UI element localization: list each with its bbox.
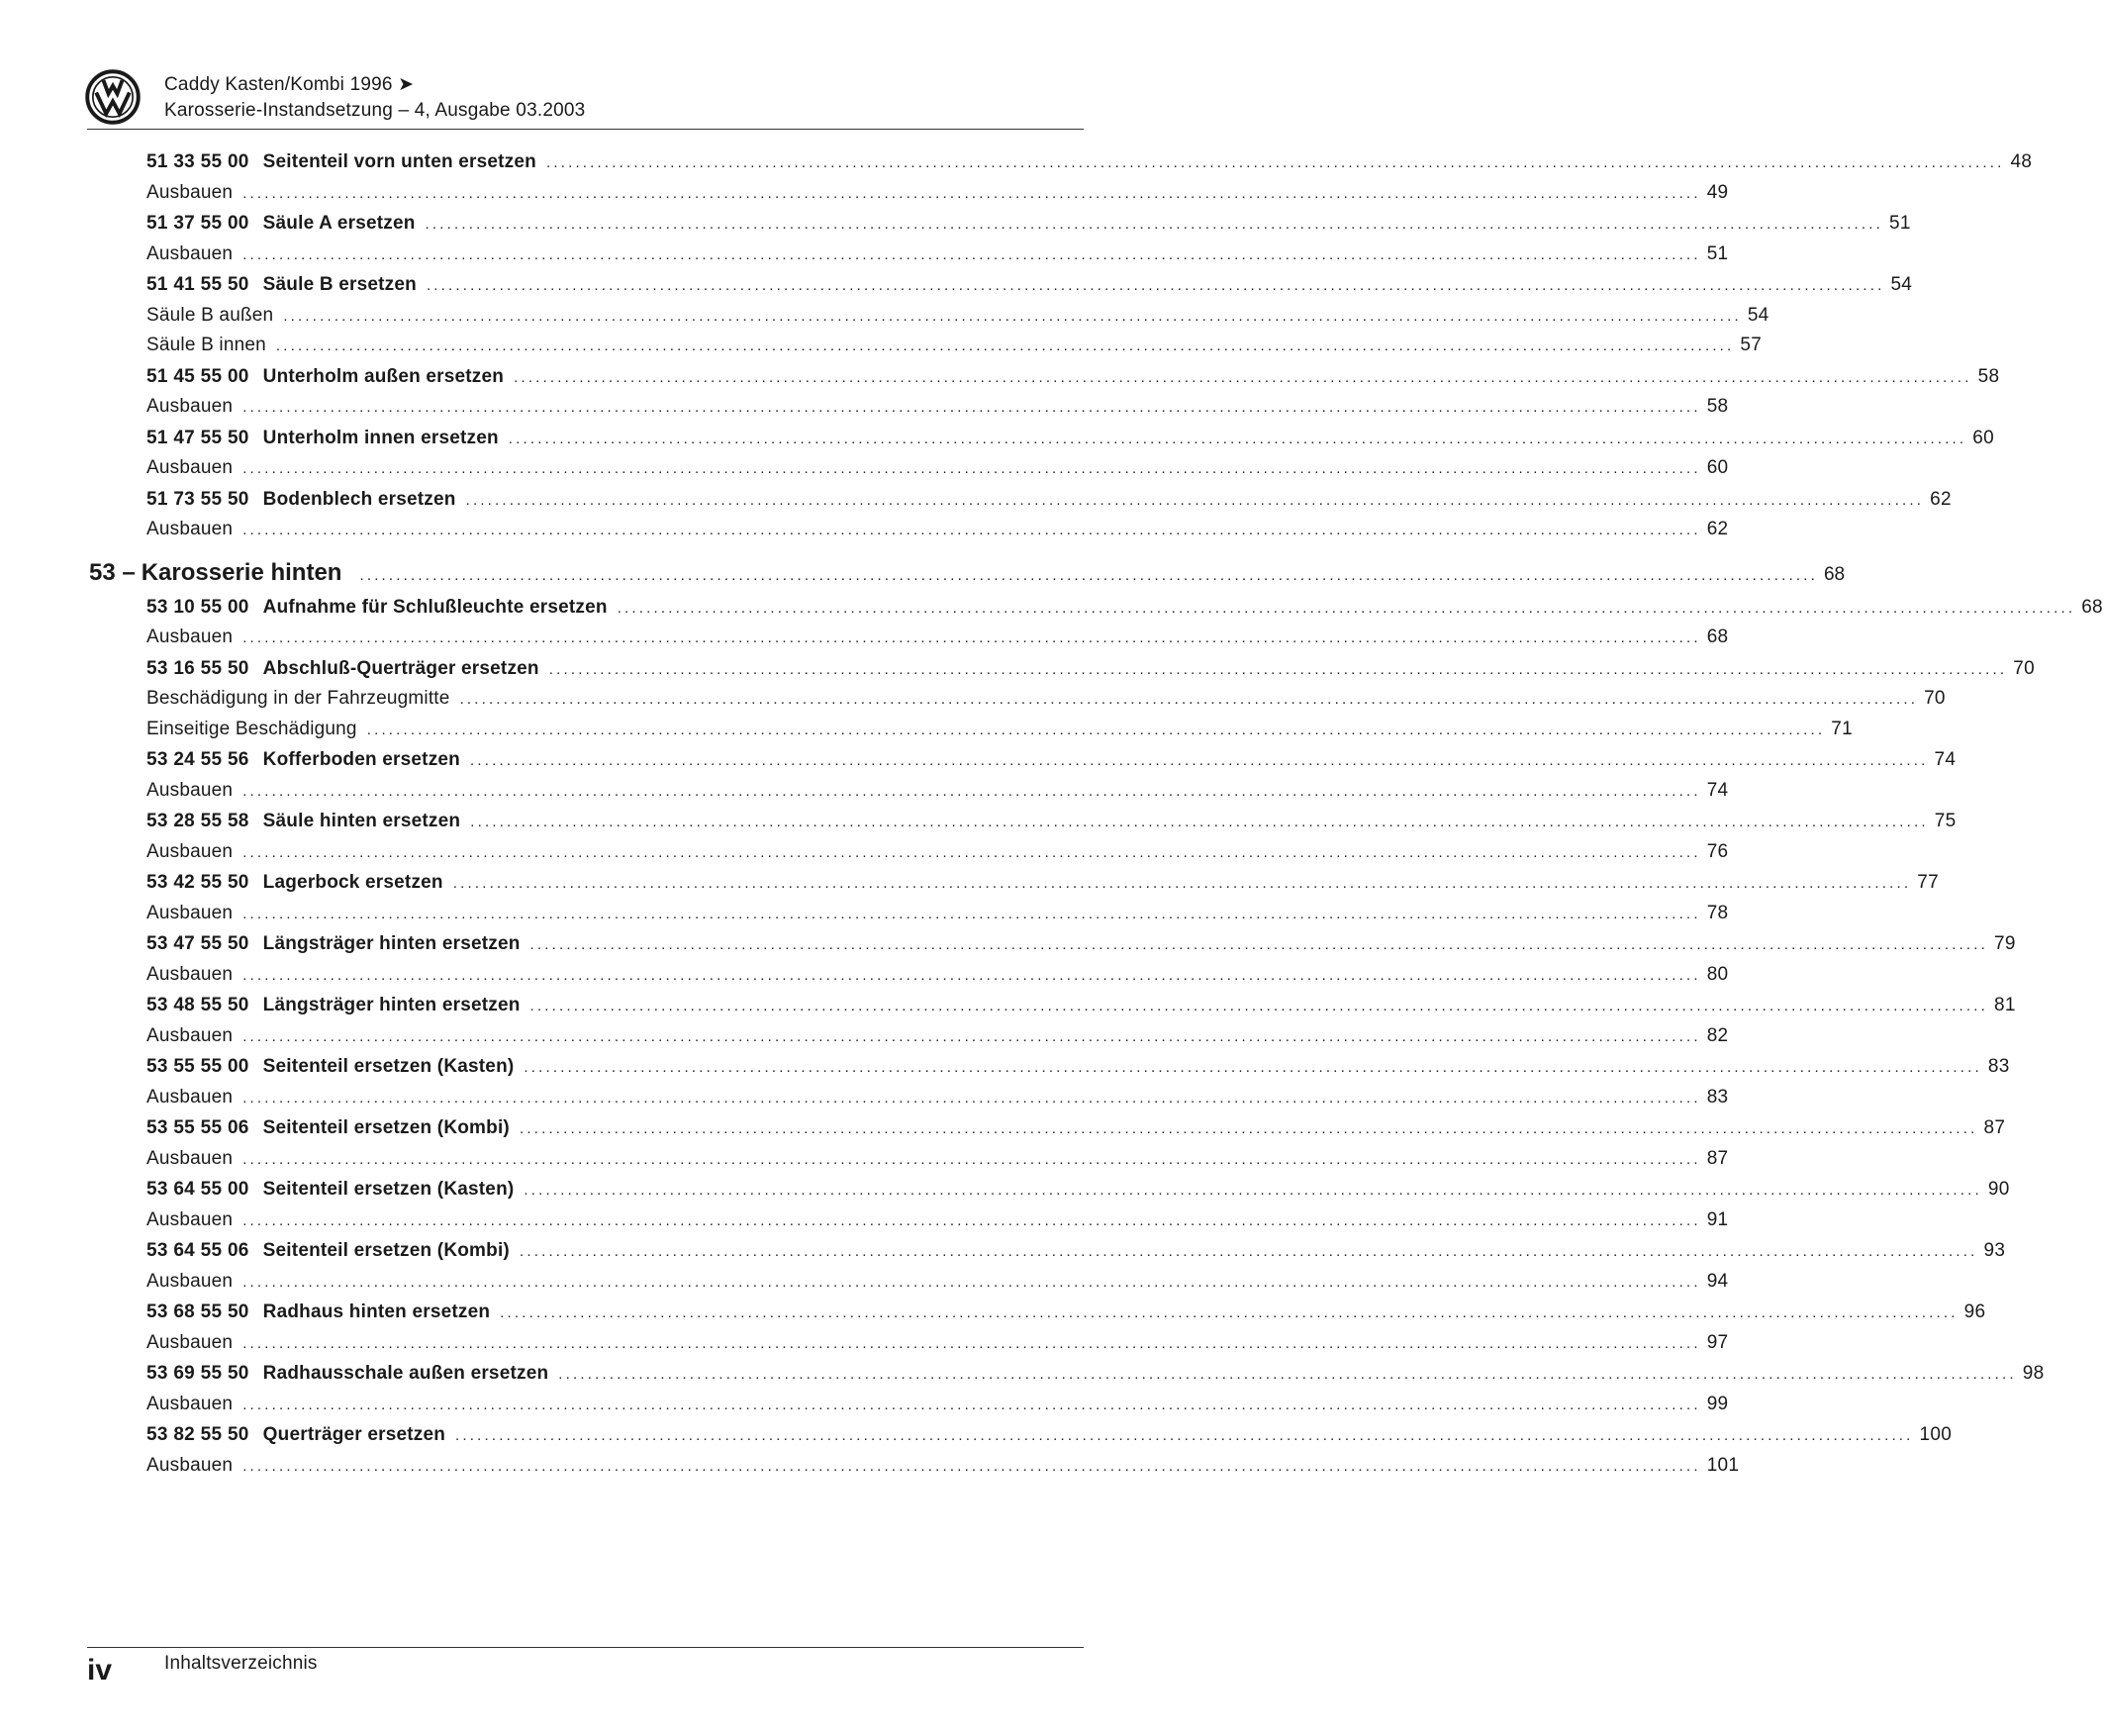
page-number: 70 xyxy=(1924,688,1946,709)
toc-subentry[interactable] xyxy=(146,457,1729,488)
page-number: 48 xyxy=(2010,151,2033,172)
toc-section-entry[interactable] xyxy=(146,1363,2045,1394)
section-code: 51 47 55 50 xyxy=(146,427,249,448)
page-number: 99 xyxy=(1706,1393,1729,1414)
section-title: Radhaus hinten ersetzen xyxy=(262,1302,491,1322)
subentry-title: Ausbauen xyxy=(146,1454,234,1476)
toc-section-entry[interactable] xyxy=(146,933,2016,964)
subentry-title: Ausbauen xyxy=(146,519,234,539)
section-code: 53 68 55 50 xyxy=(146,1302,249,1322)
subentry-title: Ausbauen xyxy=(146,963,234,985)
toc-subentry[interactable] xyxy=(146,1270,1729,1302)
dot-leader: ........................................................................................................................................................................................................ xyxy=(514,368,1972,386)
page-number: 68 xyxy=(1706,627,1729,647)
vw-logo-icon xyxy=(85,69,141,125)
toc-subentry[interactable] xyxy=(146,1086,1729,1117)
chapter-page: 68 xyxy=(1823,563,1846,585)
footer-divider xyxy=(87,1647,1084,1648)
toc-section-entry[interactable] xyxy=(146,1424,1953,1455)
header-manual-title: Karosserie-Instandsetzung – 4, Ausgabe 03.2003 xyxy=(164,100,586,121)
toc-section-entry[interactable] xyxy=(146,274,1913,305)
toc-section-entry[interactable] xyxy=(146,488,1952,520)
page-number: 79 xyxy=(1994,933,2016,954)
toc-subentry[interactable] xyxy=(146,718,1853,749)
dot-leader: ........................................................................................................................................................................................................ xyxy=(455,1427,1914,1444)
subentry-title: Ausbauen xyxy=(146,242,234,264)
page-number: 77 xyxy=(1917,872,1939,893)
dot-leader: ........................................................................................................................................................................................................ xyxy=(242,1211,1701,1229)
dot-leader: ........................................................................................................................................................................................................ xyxy=(500,1304,1959,1321)
dot-leader: ........................................................................................................................................................................................................ xyxy=(242,1457,1701,1475)
subentry-title: Ausbauen xyxy=(146,779,234,801)
page-number: 76 xyxy=(1706,840,1729,862)
page-number: 58 xyxy=(1706,396,1729,417)
dot-leader: ........................................................................................................................................................................................................ xyxy=(425,216,1884,233)
subentry-title: Ausbauen xyxy=(146,1024,234,1046)
subentry-title: Ausbauen xyxy=(146,902,234,923)
section-code: 53 55 55 06 xyxy=(146,1117,249,1138)
page-number: 82 xyxy=(1706,1024,1729,1046)
page-number: 87 xyxy=(1706,1147,1729,1169)
page-number: 81 xyxy=(1994,995,2016,1015)
subentry-title: Ausbauen xyxy=(146,1331,234,1353)
section-code: 53 82 55 50 xyxy=(146,1424,249,1445)
dot-leader: ........................................................................................................................................................................................................ xyxy=(519,1243,1978,1260)
page-number: 70 xyxy=(2013,657,2035,679)
subentry-title: Ausbauen xyxy=(146,181,234,203)
dot-leader: ........................................................................................................................................................................................................ xyxy=(545,154,2005,171)
dot-leader: ........................................................................................................................................................................................................ xyxy=(452,875,1912,892)
footer-label: Inhaltsverzeichnis xyxy=(164,1653,318,1674)
toc-subentry[interactable] xyxy=(146,688,1946,719)
header-model: Caddy Kasten/Kombi 1996 ➤ xyxy=(164,74,415,95)
toc-section-entry[interactable] xyxy=(146,427,1995,458)
page-number: 75 xyxy=(1934,811,1957,831)
toc-subentry[interactable] xyxy=(146,181,1729,213)
toc-subentry[interactable] xyxy=(146,840,1729,872)
section-title: Lagerbock ersetzen xyxy=(262,872,443,893)
subentry-title: Einseitige Beschädigung xyxy=(146,718,357,739)
page-number: 94 xyxy=(1706,1270,1729,1292)
subentry-title: Ausbauen xyxy=(146,627,234,647)
subentry-title: Ausbauen xyxy=(146,1147,234,1169)
toc-section-entry[interactable] xyxy=(146,365,2000,397)
dot-leader: ........................................................................................................................................................................................................ xyxy=(242,1089,1701,1107)
toc-subentry[interactable] xyxy=(146,1147,1729,1179)
page-number: 91 xyxy=(1706,1208,1729,1230)
toc-subentry[interactable] xyxy=(146,1393,1729,1424)
section-title: Abschluß-Querträger ersetzen xyxy=(262,657,539,679)
section-title: Seitenteil ersetzen (Kombi) xyxy=(262,1117,510,1138)
section-code: 53 64 55 00 xyxy=(146,1179,249,1200)
toc-section-entry[interactable] xyxy=(146,657,2035,689)
dot-leader: ........................................................................................................................................................................................................ xyxy=(242,184,1701,202)
page-number: 54 xyxy=(1890,274,1913,295)
section-title: Seitenteil vorn unten ersetzen xyxy=(262,151,536,172)
dot-leader: ........................................................................................................................................................................................................ xyxy=(359,566,1818,584)
dot-leader: ........................................................................................................................................................................................................ xyxy=(366,721,1826,738)
section-code: 53 55 55 00 xyxy=(146,1056,249,1077)
toc-section-entry[interactable] xyxy=(146,1302,1986,1332)
section-code: 53 69 55 50 xyxy=(146,1363,249,1384)
toc-subentry[interactable] xyxy=(146,396,1729,427)
toc-section-entry[interactable] xyxy=(146,749,1957,780)
dot-leader: ........................................................................................................................................................................................................ xyxy=(465,491,1925,509)
subentry-title: Ausbauen xyxy=(146,1086,234,1108)
section-code: 53 42 55 50 xyxy=(146,872,249,893)
page-number: 54 xyxy=(1747,304,1769,326)
section-code: 51 41 55 50 xyxy=(146,274,249,295)
subentry-title: Ausbauen xyxy=(146,457,234,478)
page-number: 83 xyxy=(1987,1056,2010,1077)
toc-section-entry[interactable] xyxy=(146,1117,2006,1148)
dot-leader: ........................................................................................................................................................................................................ xyxy=(459,691,1919,708)
page-number: 96 xyxy=(1963,1302,1986,1322)
page-number: 97 xyxy=(1706,1331,1729,1353)
document-header xyxy=(164,72,585,124)
section-title: Längsträger hinten ersetzen xyxy=(262,933,521,954)
page-number: 71 xyxy=(1831,718,1853,739)
toc-subentry[interactable] xyxy=(146,1454,1740,1486)
section-code: 53 10 55 00 xyxy=(146,596,249,618)
page-number: 80 xyxy=(1706,963,1729,985)
toc-subentry[interactable] xyxy=(146,242,1729,274)
toc-subentry[interactable] xyxy=(146,1024,1729,1056)
section-title: Bodenblech ersetzen xyxy=(262,488,456,510)
page-number: 90 xyxy=(1987,1179,2010,1200)
section-code: 53 48 55 50 xyxy=(146,995,249,1015)
dot-leader: ........................................................................................................................................................................................................ xyxy=(242,1273,1701,1291)
subentry-title: Säule B innen xyxy=(146,335,266,355)
section-code: 51 73 55 50 xyxy=(146,488,249,510)
section-title: Seitenteil ersetzen (Kasten) xyxy=(262,1179,515,1200)
dot-leader: ........................................................................................................................................................................................................ xyxy=(519,1120,1978,1137)
dot-leader: ........................................................................................................................................................................................................ xyxy=(242,843,1701,861)
page-number: 60 xyxy=(1706,457,1729,478)
toc-subentry[interactable] xyxy=(146,963,1729,995)
toc-subentry[interactable] xyxy=(146,304,1769,336)
toc-chapter-heading[interactable] xyxy=(89,558,1846,597)
section-title: Querträger ersetzen xyxy=(262,1424,446,1445)
section-code: 53 24 55 56 xyxy=(146,749,249,770)
chapter-title: Karosserie hinten xyxy=(141,558,342,586)
section-title: Seitenteil ersetzen (Kombi) xyxy=(262,1240,510,1261)
dot-leader: ........................................................................................................................................................................................................ xyxy=(529,998,1989,1014)
chapter-number: 53 – xyxy=(89,558,136,586)
page-number: 74 xyxy=(1706,779,1729,801)
dot-leader: ........................................................................................................................................................................................................ xyxy=(242,966,1701,984)
dot-leader: ........................................................................................................................................................................................................ xyxy=(242,1334,1701,1352)
table-of-contents xyxy=(89,151,2103,1485)
section-code: 53 16 55 50 xyxy=(146,657,249,679)
subentry-title: Säule B außen xyxy=(146,304,274,326)
page-number: 93 xyxy=(1983,1240,2006,1261)
subentry-title: Ausbauen xyxy=(146,396,234,417)
toc-section-entry[interactable] xyxy=(146,213,1911,243)
section-code: 51 45 55 00 xyxy=(146,365,249,387)
page-number: 62 xyxy=(1930,488,1952,510)
dot-leader: ........................................................................................................................................................................................................ xyxy=(426,277,1885,294)
section-title: Unterholm innen ersetzen xyxy=(262,427,499,448)
section-code: 53 64 55 06 xyxy=(146,1240,249,1261)
toc-subentry[interactable] xyxy=(146,1208,1729,1240)
dot-leader: ........................................................................................................................................................................................................ xyxy=(558,1366,2017,1383)
dot-leader: ........................................................................................................................................................................................................ xyxy=(283,307,1742,325)
toc-subentry[interactable] xyxy=(146,1331,1729,1363)
dot-leader: ........................................................................................................................................................................................................ xyxy=(242,905,1701,922)
header-divider xyxy=(87,129,1084,130)
toc-group-51 xyxy=(146,151,2033,549)
dot-leader: ........................................................................................................................................................................................................ xyxy=(470,814,1929,830)
page-number: 83 xyxy=(1706,1086,1729,1108)
toc-subentry[interactable] xyxy=(146,779,1729,811)
page-number: 74 xyxy=(1934,749,1957,770)
section-title: Längsträger hinten ersetzen xyxy=(262,995,521,1015)
subentry-title: Ausbauen xyxy=(146,840,234,862)
dot-leader: ........................................................................................................................................................................................................ xyxy=(242,522,1701,538)
section-code: 53 47 55 50 xyxy=(146,933,249,954)
dot-leader: ........................................................................................................................................................................................................ xyxy=(508,430,1967,447)
section-title: Radhausschale außen ersetzen xyxy=(262,1363,549,1384)
dot-leader: ........................................................................................................................................................................................................ xyxy=(242,245,1701,263)
dot-leader: ........................................................................................................................................................................................................ xyxy=(242,460,1701,477)
toc-section-entry[interactable] xyxy=(146,811,1957,841)
dot-leader: ........................................................................................................................................................................................................ xyxy=(275,338,1735,354)
page-number: 101 xyxy=(1706,1454,1740,1476)
section-title: Säule B ersetzen xyxy=(262,274,417,295)
dot-leader: ........................................................................................................................................................................................................ xyxy=(524,1059,1982,1076)
page-number: 78 xyxy=(1706,902,1729,923)
subentry-title: Ausbauen xyxy=(146,1270,234,1292)
dot-leader: ........................................................................................................................................................................................................ xyxy=(242,1027,1701,1045)
page-number: 58 xyxy=(1977,365,2000,387)
dot-leader: ........................................................................................................................................................................................................ xyxy=(469,752,1929,769)
section-title: Aufnahme für Schlußleuchte ersetzen xyxy=(262,596,608,618)
page-number: 98 xyxy=(2022,1363,2045,1384)
page-number: 62 xyxy=(1706,519,1729,539)
toc-subentry[interactable] xyxy=(146,902,1729,933)
page-number: 60 xyxy=(1972,427,1995,448)
toc-section-entry[interactable] xyxy=(146,1179,2010,1209)
page-number: 51 xyxy=(1706,242,1729,264)
subentry-title: Ausbauen xyxy=(146,1393,234,1414)
page-number: 57 xyxy=(1740,335,1763,355)
toc-subentry[interactable] xyxy=(146,627,1729,657)
toc-section-entry[interactable] xyxy=(146,995,2016,1025)
subentry-title: Beschädigung in der Fahrzeugmitte xyxy=(146,688,450,709)
toc-section-entry[interactable] xyxy=(146,872,1939,903)
page-number: 87 xyxy=(1983,1117,2006,1138)
toc-section-entry[interactable] xyxy=(146,1240,2006,1271)
dot-leader: ........................................................................................................................................................................................................ xyxy=(242,1150,1701,1168)
toc-section-entry[interactable] xyxy=(146,151,2033,182)
dot-leader: ........................................................................................................................................................................................................ xyxy=(529,936,1989,953)
section-title: Unterholm außen ersetzen xyxy=(262,365,505,387)
section-code: 51 33 55 00 xyxy=(146,151,249,172)
page-number: 51 xyxy=(1889,213,1911,234)
toc-subentry[interactable] xyxy=(146,519,1729,549)
page-number: 100 xyxy=(1919,1424,1953,1445)
toc-subentry[interactable] xyxy=(146,335,1763,365)
section-title: Säule A ersetzen xyxy=(262,213,416,234)
dot-leader: ........................................................................................................................................................................................................ xyxy=(242,629,1701,646)
dot-leader: ........................................................................................................................................................................................................ xyxy=(242,1396,1701,1413)
section-title: Kofferboden ersetzen xyxy=(262,749,460,770)
dot-leader: ........................................................................................................................................................................................................ xyxy=(242,782,1701,800)
section-title: Seitenteil ersetzen (Kasten) xyxy=(262,1056,515,1077)
footer-page-number: iv xyxy=(87,1654,113,1687)
toc-group-53 xyxy=(146,596,2103,1486)
dot-leader: ........................................................................................................................................................................................................ xyxy=(617,599,2076,617)
toc-section-entry[interactable] xyxy=(146,596,2103,627)
page-number: 49 xyxy=(1706,181,1729,203)
dot-leader: ........................................................................................................................................................................................................ xyxy=(242,399,1701,416)
dot-leader: ........................................................................................................................................................................................................ xyxy=(524,1182,1982,1199)
page-number: 68 xyxy=(2081,596,2103,618)
toc-section-entry[interactable] xyxy=(146,1056,2010,1087)
section-title: Säule hinten ersetzen xyxy=(262,811,461,831)
subentry-title: Ausbauen xyxy=(146,1208,234,1230)
dot-leader: ........................................................................................................................................................................................................ xyxy=(548,660,2008,678)
section-code: 51 37 55 00 xyxy=(146,213,249,234)
section-code: 53 28 55 58 xyxy=(146,811,249,831)
